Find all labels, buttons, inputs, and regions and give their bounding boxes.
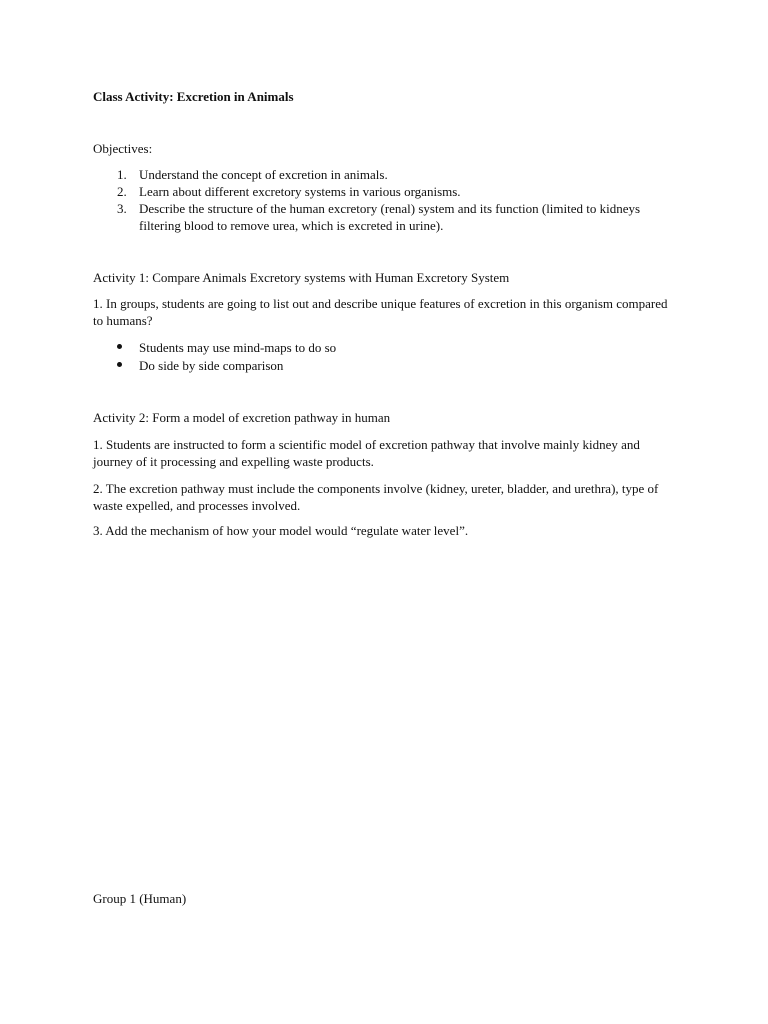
activity-2-step-3: 3. Add the mechanism of how your model would “regulate water level”. — [93, 523, 469, 538]
objectives-list — [93, 166, 653, 234]
objectives-heading: Objectives: — [93, 141, 153, 156]
activity-2-step-1: 1. Students are instructed to form a scientific model of excretion pathway that involve mainly kidney and journey of it processing and expelling waste products. — [93, 437, 640, 469]
objective-text: Understand the concept of excretion in animals. — [139, 167, 388, 182]
document-title: Class Activity: Excretion in Animals — [93, 89, 294, 104]
bullet-text: Do side by side comparison — [139, 358, 284, 373]
objective-item — [93, 183, 653, 200]
objective-item — [93, 200, 653, 234]
activity-1-bullets — [93, 339, 336, 375]
group-label: Group 1 (Human) — [93, 891, 187, 906]
activity-2-heading: Activity 2: Form a model of excretion pathway in human — [93, 410, 391, 425]
objective-text: Learn about different excretory systems in various organisms. — [139, 184, 461, 199]
bullet-item — [93, 357, 336, 375]
activity-1-heading: Activity 1: Compare Animals Excretory systems with Human Excretory System — [93, 270, 510, 285]
bullet-text: Students may use mind-maps to do so — [139, 340, 337, 355]
bullet-icon — [117, 362, 122, 367]
activity-1-instruction: 1. In groups, students are going to list out and describe unique features of excretion in this organism compared to humans? — [93, 296, 668, 328]
objective-number: 3. — [117, 201, 127, 216]
objective-number: 1. — [117, 167, 127, 182]
bullet-item — [93, 339, 336, 357]
activity-2-step-2: 2. The excretion pathway must include the components involve (kidney, ureter, bladder, and urethra), type of waste expelled, and processes involved. — [93, 481, 659, 513]
objective-number: 2. — [117, 184, 127, 199]
bullet-icon — [117, 344, 122, 349]
objective-text: Describe the structure of the human excretory (renal) system and its function (limited to kidneys filtering blood to remove urea, which is excreted in urine). — [139, 201, 641, 233]
objective-item — [93, 166, 653, 183]
